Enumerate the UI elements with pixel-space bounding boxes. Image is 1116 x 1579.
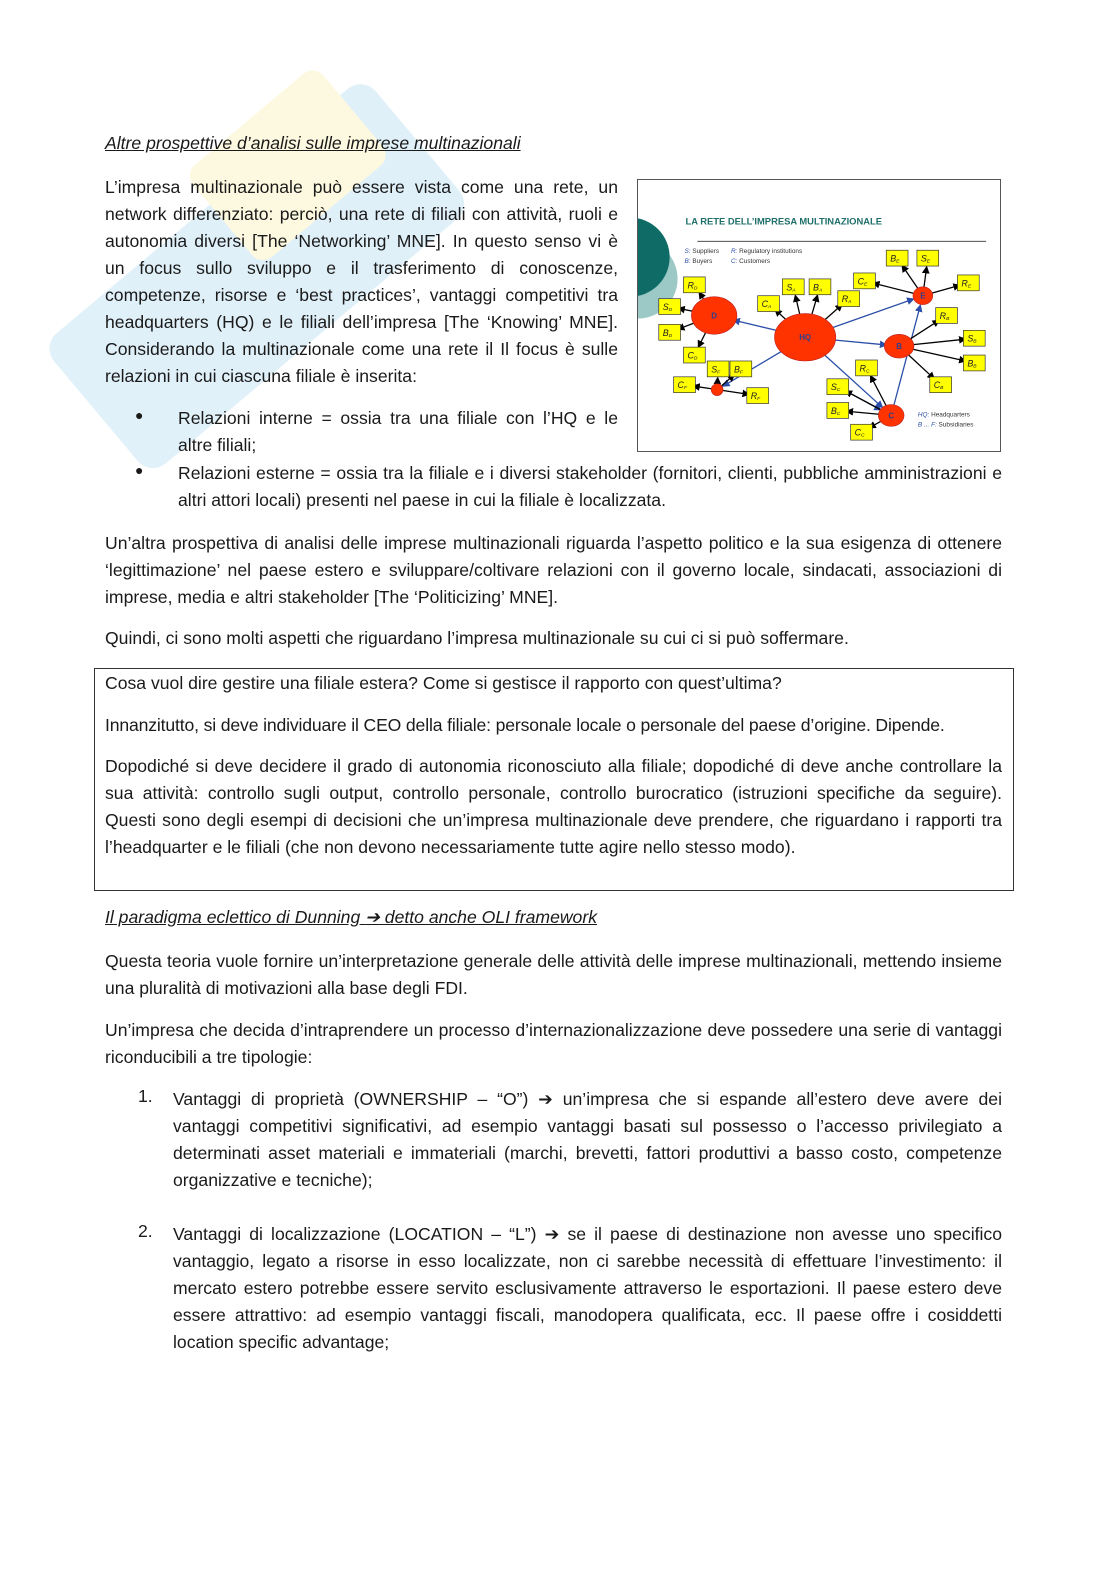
bullet-item: Relazioni interne = ossia tra una filiale con l’HQ e le altre filiali;: [178, 408, 618, 455]
heading-text: detto anche OLI framework: [379, 907, 598, 927]
node-label: C: [888, 411, 895, 421]
list-item: [173, 1086, 1002, 1194]
box-label: BB: [967, 358, 977, 370]
section-heading: Altre prospettive d’analisi sulle imprese multinazionali: [105, 133, 521, 153]
item-text: se il paese di destinazione non avesse uno specifico vantaggio, legato a risorse in esso localizzate, non ci sarebbe necessità di effettuare l’investimento: il mercato estero potrebbe essere servito esclusivamente attraverso le esportazioni. Il paese estero deve essere attrattivo: ad esempio vantaggi fiscali, manodopera qualificata, ecc. Il paese offre i cosiddetti location specific advantage;: [173, 1224, 1002, 1352]
arrow-icon: ➔: [365, 907, 380, 927]
arrow-icon: ➔: [544, 1224, 560, 1244]
box-label: SA: [786, 282, 796, 294]
legend-item: R: Regulatory institutions: [730, 248, 803, 256]
node-f: [711, 384, 723, 396]
paragraph: Un’altra prospettiva di analisi delle imprese multinazionali riguarda l’aspetto politico e la sua esigenza di ottenere ‘legittimazione’ nel paese estero e sviluppare/coltivare relazioni con il governo locale, sindacati, associazioni di imprese, media e altri stakeholder [The ‘Politicizing’ MNE].: [105, 533, 1002, 607]
boxed-paragraph: Dopodiché si deve decidere il grado di autonomia riconosciuto alla filiale; dopodiché di deve anche controllare la sua attività: controllo sugli output, controllo personale, controllo burocratico (istruzioni specifiche da seguire). Questi sono degli esempi di decisioni che un’impresa multinazionale deve prendere, che riguardano i rapporti tra l’headquarter e le filiali (che non devono necessariamente tutte agire nello stesso modo).: [105, 756, 1002, 857]
external-link-arrow: [698, 332, 705, 347]
list-item: [173, 1221, 1002, 1356]
figure-title: LA RETE DELL’IMPRESA MULTINAZIONALE: [685, 215, 883, 227]
intro-paragraph: L’impresa multinazionale può essere vista come una rete, un network differenziato: perciò, una rete di filiali con attività, ruoli e autonomia diversi [The ‘Networking’ MNE]. In questo senso vi è un focus sullo sviluppo e il trasferimento di conoscenze, competenze, risorse e ‘best practices’, vantaggi competitivi tra headquarters (HQ) e le filiali dell’impresa [The ‘Knowing’ MNE]. Considerando la multinazionale come una rete il Il focus è sulle relazioni in cui ciascuna filiale è inserita:: [105, 177, 618, 386]
item-lead: Vantaggi di proprietà (OWNERSHIP – “O”): [173, 1089, 539, 1109]
box-label: RC: [859, 363, 870, 375]
node-label: D: [711, 311, 718, 321]
internal-link-arrow: [829, 339, 887, 344]
network-diagram: [637, 179, 1001, 452]
external-link-arrow: [823, 305, 842, 322]
item-lead: Vantaggi di localizzazione (LOCATION – “L”): [173, 1224, 545, 1244]
box-label: RD: [687, 280, 698, 292]
box-label: CD: [687, 350, 698, 362]
box-label: RE: [961, 278, 972, 290]
box-label: RA: [841, 294, 852, 306]
box-label: BE: [890, 253, 900, 265]
box-label: CB: [933, 380, 944, 392]
box-label: CC: [854, 427, 865, 439]
bullet-item: Relazioni esterne = ossia tra la filiale e i diversi stakeholder (fornitori, clienti, pubbliche amministrazioni e altri attori locali) presenti nel paese in cui la filiale è localizzata.: [178, 463, 1002, 510]
node-label: HQ: [799, 333, 812, 343]
box-label: RF: [750, 391, 761, 403]
box-label: SC: [830, 382, 841, 394]
legend-item: B ... F: Subsidiaries: [917, 421, 974, 429]
legend-item: S: Suppliers: [684, 248, 720, 256]
box-label: RB: [939, 310, 950, 322]
external-link-arrow: [873, 283, 914, 293]
section-heading: [105, 907, 597, 928]
box-label: BF: [733, 364, 743, 376]
bullet-icon: ●: [135, 407, 144, 423]
box-label: BC: [830, 405, 841, 417]
box-label: CA: [761, 299, 772, 311]
box-label: SB: [967, 333, 977, 345]
external-link-arrow: [871, 376, 887, 406]
external-link-arrow: [911, 339, 966, 345]
external-link-arrow: [902, 265, 918, 288]
paragraph: Questa teoria vuole fornire un’interpretazione generale delle attività delle imprese multinazionali, mettendo insieme una pluralità di motivazioni alla base degli FDI.: [105, 951, 1002, 998]
box-label: CF: [677, 380, 688, 392]
list-number: 2.: [138, 1221, 153, 1241]
node-label: E: [920, 291, 926, 301]
box-label: BA: [813, 282, 823, 294]
item-text: un’impresa che si espande all’estero deve avere dei vantaggi competitivi significativi, ad esempio vantaggi basati sul possesso o l’accesso privilegiato a determinati asset materiali e immateriali (marchi, brevetti, fattori produttivi a basso costo, competenze organizzative e tecniche);: [173, 1089, 1002, 1190]
external-link-arrow: [723, 391, 749, 395]
legend-item: HQ: Headquarters: [917, 411, 970, 419]
external-link-arrow: [699, 292, 704, 299]
legend-item: B: Buyers: [684, 258, 713, 266]
external-link-arrow: [931, 285, 959, 293]
box-label: SE: [920, 253, 931, 265]
box-label: SF: [711, 364, 721, 376]
paragraph: Quindi, ci sono molti aspetti che riguardano l’impresa multinazionale su cui ci si può soffermare.: [105, 628, 849, 648]
external-link-arrow: [693, 386, 711, 389]
external-link-arrow: [795, 295, 799, 314]
node-label: B: [896, 342, 902, 352]
boxed-paragraph: Innanzitutto, si deve individuare il CEO della filiale: personale locale o personale del paese d’origine. Dipende.: [105, 715, 945, 735]
legend-item: C: Customers: [730, 258, 771, 266]
box-label: CE: [857, 276, 868, 288]
external-link-arrow: [908, 354, 934, 378]
external-link-arrow: [924, 267, 927, 287]
external-link-arrow: [812, 295, 818, 314]
box-label: SD: [662, 302, 673, 314]
internal-link-arrow: [733, 320, 782, 332]
bullet-icon: ●: [135, 462, 144, 478]
external-link-arrow: [846, 391, 882, 410]
external-link-arrow: [911, 349, 966, 361]
heading-text: Il paradigma eclettico di Dunning: [105, 907, 366, 927]
external-link-arrow: [847, 411, 881, 414]
arrow-icon: ➔: [538, 1089, 553, 1109]
paragraph: Un’impresa che decida d’intraprendere un processo d’internazionalizzazione deve possedere una serie di vantaggi riconducibili a tre tipologie:: [105, 1020, 1002, 1067]
list-number: 1.: [138, 1086, 153, 1106]
box-label: BD: [662, 327, 673, 339]
boxed-question: Cosa vuol dire gestire una filiale estera? Come si gestisce il rapporto con quest’ultima?: [105, 673, 782, 693]
